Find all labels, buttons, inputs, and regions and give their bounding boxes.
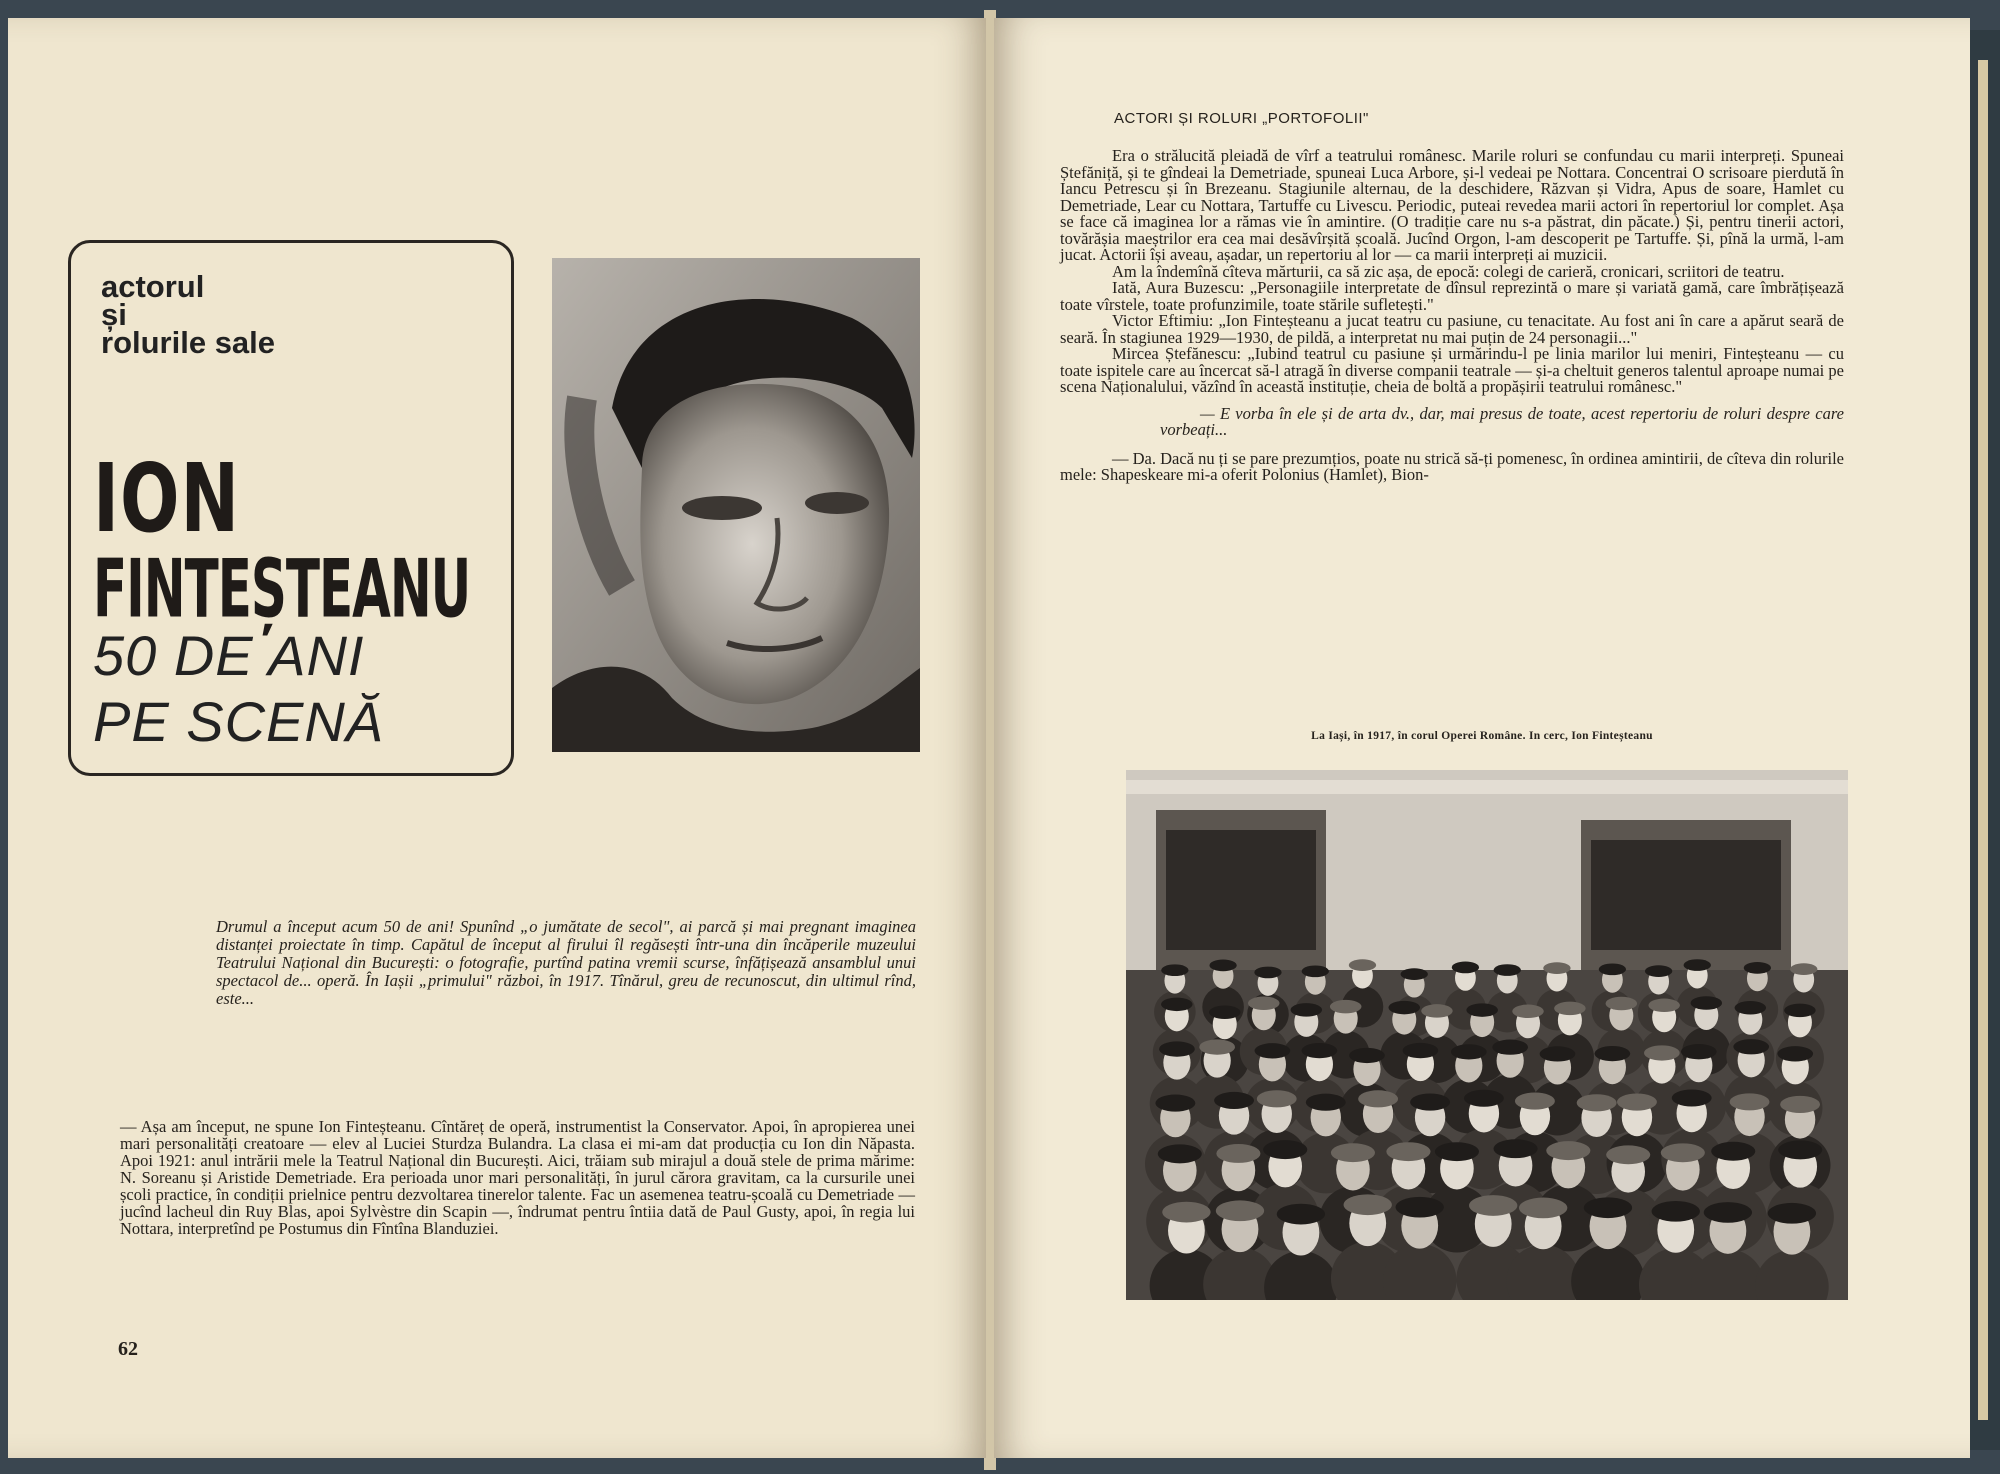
- section-title: ACTORI ȘI ROLURI „PORTOFOLII": [1114, 110, 1369, 127]
- photo-caption: La Iași, în 1917, în corul Operei Române. In cerc, Ion Finteșteanu: [1311, 730, 1653, 742]
- interview-question: — E vorba în ele și de arta dv., dar, mai presus de toate, acest repertoriu de roluri despre care vorbeați...: [1160, 403, 1844, 439]
- body-text-left: — Așa am început, ne spune Ion Finteșteanu. Cîntăreț de operă, instrumentist la Conservator. Apoi, în apropierea unei mari personalități creatoare — elev al Luciei Sturdza Bulandra. La clasa ei mi-am dat producția cu Ion din Năpasta. Apoi 1921: anul intrării mele la Teatrul Național din București. Aici, trăiam sub mirajul a două stele de prima mărime: N. Soreanu și Aristide Demetriade. Era perioada unor mari personalități, în jurul cărora gravitam, ca la cursurile unei școli practice, în condiții prielnice pentru dezvoltarea tinerelor talente. Fac un asemenea teatru-școală cu Demetriade — jucînd lacheul din Ruy Blas, apoi Sylvèstre din Scapin —, îndrumat pentru întiia dată de Paul Gusty, apoi, în regia lui Nottara, interpretînd pe Postumus din Fîntîna Blanduziei.: [120, 1117, 915, 1238]
- paragraph: Mircea Ștefănescu: „Iubind teatrul cu pasiune și urmărindu-l pe linia marilor lui meniri, Finteșteanu — cu toate ispitele care au încercat să-l atragă în diverse companii teatrale — și-a cheltuit generos talentul aproape numai pe scena Naționalului, văzînd în această instituție, cheia de boltă a propășirii teatrului românesc.": [1060, 344, 1844, 396]
- right-page: [994, 18, 1970, 1458]
- page-number: 62: [118, 1338, 138, 1360]
- paragraph: Iată, Aura Buzescu: „Personagiile interpretate de dînsul reprezintă o mare și variată gamă, care îmbrățișează toate vîrstele, toate profunzimile, toate stările sufletești.": [1060, 278, 1844, 314]
- paragraph: Era o strălucită pleiadă de vîrf a teatrului românesc. Marile roluri se confundau cu marii interpreți. Spuneai Ștefăniță, și te gîndeai la Demetriade, spuneai Luca Arbore, și-l vedeai pe Nottara. Concentrai O scrisoare pierdută în Iancu Petrescu și în Brezeanu. Stagiunile alternau, de la deschidere, Răzvan și Vidra, Apus de soare, Hamlet cu Demetriade, Lear cu Nottara, Tartuffe cu Livescu. Periodic, puteai revedea marii actori în repertoriul lor complet. Așa se face că imaginea lor a rămas vie în amintire. (O tradiție care nu s-a păstrat, din păcate.) Și, pentru tinerii actori, tovărășia maeștrilor era cea mai desăvîrșită școală. Jucînd Orgon, l-am descoperit pe Tartuffe. Și, pînă la urmă, l-am jucat. Actorii își aveau, așadar, un repertoriu al lor — ca marii interpreți ai muzicii.: [1060, 146, 1844, 264]
- title-box: [68, 240, 514, 776]
- subtitle-line-2: PE SCENĂ: [93, 690, 385, 753]
- heading-line-3: rolurile sale: [101, 325, 276, 360]
- body-text-right: [1060, 148, 1844, 484]
- heading-line-2: și: [101, 297, 127, 332]
- portrait-photo: [552, 258, 920, 752]
- title-heading: [101, 269, 276, 360]
- intro-paragraph: Drumul a început acum 50 de ani! Spunînd „o jumătate de secol", ai parcă și mai pregnant imaginea distanței proiectate în timp. Capătul de început al firului îl regăsești într-una din încăperile muzeului Teatrului Național din București: o fotografie, purtînd patina vremii scurse, înfățișează ansamblul unui spectacol de... operă. În Iașii „primului" război, în 1917. Tînărul, greu de recunoscut, din ultimul rînd, este...: [216, 917, 916, 1008]
- interview-answer: — Da. Dacă nu ți se pare prezumțios, poate nu strică să-ți pomenesc, în ordinea amintirii, de cîteva din rolurile mele: Shapeskeare mi-a oferit Polonius (Hamlet), Bion-: [1060, 448, 1844, 484]
- page-edges: [1978, 60, 1988, 1420]
- name-last: FINTEȘTEANU: [93, 543, 471, 636]
- name-first: ION: [93, 443, 241, 554]
- group-photo: [1126, 770, 1848, 1300]
- subtitle-line-1: 50 DE ANI: [93, 624, 365, 687]
- paragraph: Victor Eftimiu: „Ion Finteșteanu a jucat teatru cu pasiune, cu tenacitate. Au fost ani în care a apărut seară de seară. În stagiunea 1929—1930, de pildă, a interpretat nu mai puțin de 24 personagii...": [1060, 311, 1844, 347]
- heading-line-1: actorul: [101, 269, 205, 304]
- paragraph: Am la îndemînă cîteva mărturii, ca să zic așa, de epocă: colegi de carieră, cronicari, scriitori de teatru.: [1112, 261, 1785, 281]
- left-page: [8, 18, 986, 1458]
